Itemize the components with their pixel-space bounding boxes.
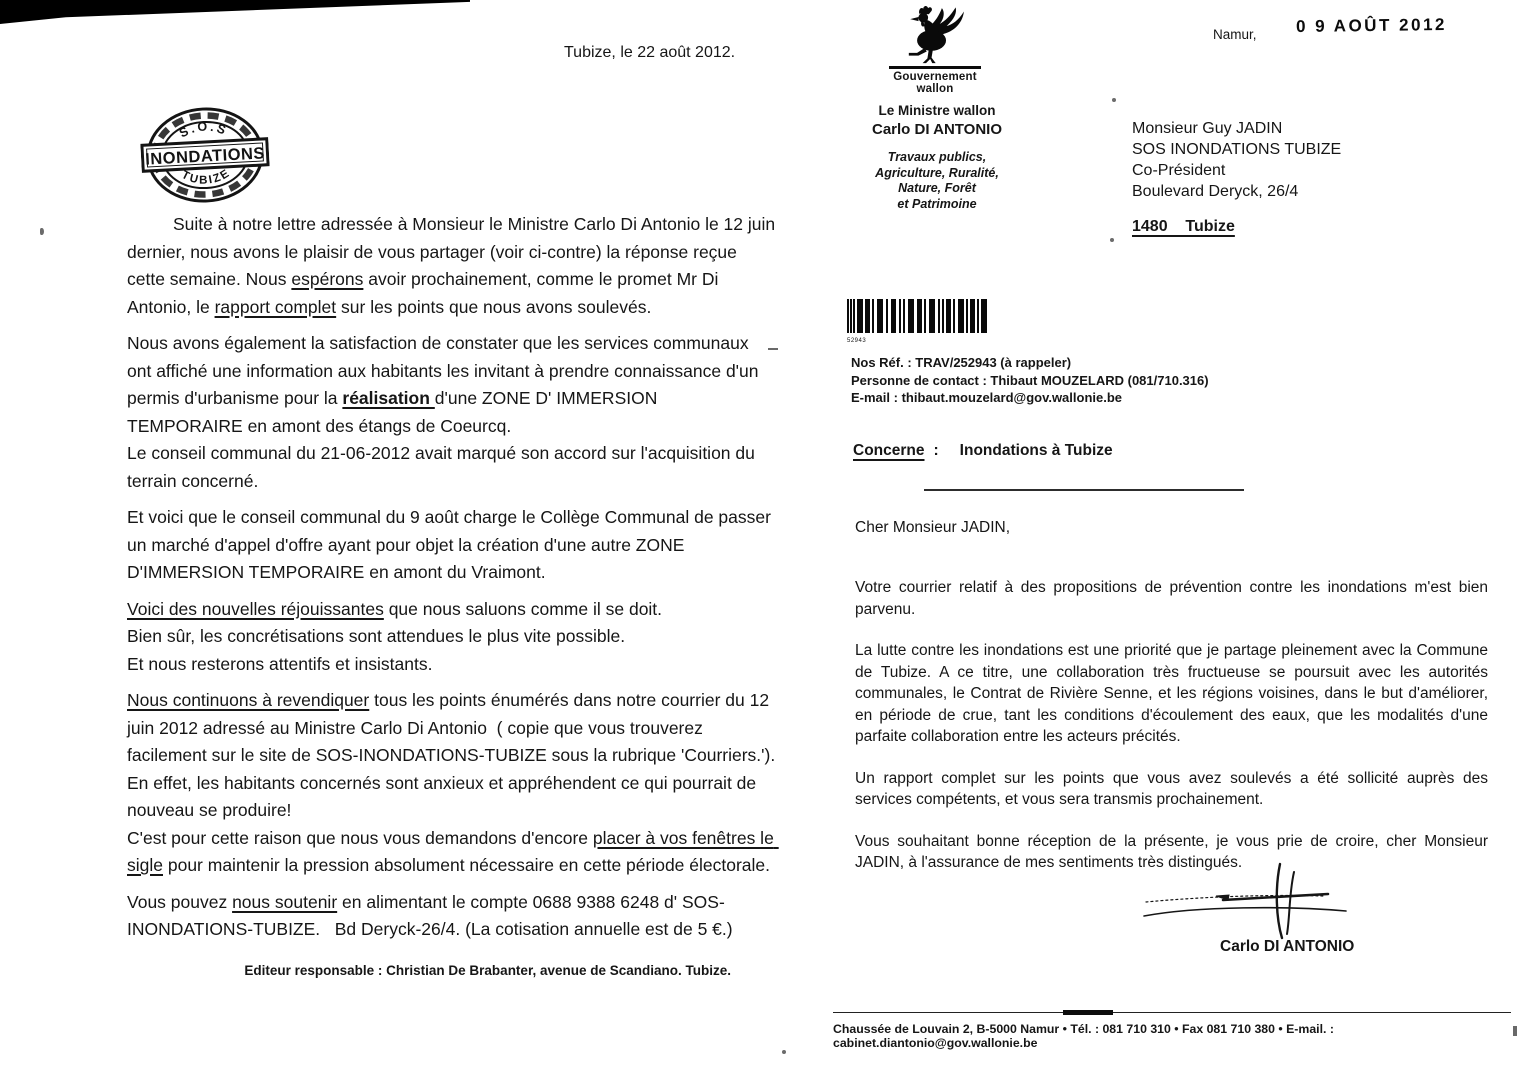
left-letter-date: Tubize, le 22 août 2012. [564,44,736,61]
stamp-bottom-text: TUBIZE [179,166,233,187]
signature-scribble-icon [1128,860,1373,940]
reference-block [851,354,1209,407]
addressee-line: Co-Président [1132,162,1226,179]
paragraph: Votre courrier relatif à des propositions de prévention contre les inondations m'est bien parvenu. [855,579,1493,618]
portfolio-line: Travaux publics, [887,150,987,164]
paragraph: Suite à notre lettre adressée à Monsieur le Ministre Carlo Di Antonio le 12 juin dernier, nous avons le plaisir de vous partager (voir ci-contre) la réponse reçue cette semaine. Nous espérons avoir prochainement, comme le promet Mr Di Antonio, le rapport complet sur les points que nous avons soulevés. [127,214,780,317]
minister-name: Carlo DI ANTONIO [871,121,1002,138]
signature-name: Carlo DI ANTONIO [1220,938,1355,955]
paragraph: Nous avons également la satisfaction de constater que les services communaux ont affiché une information aux habitants les invitant à prendre connaissance d'un permis d'urbanisme pour la réalisation d'une ZONE D' IMMERSION TEMPORAIRE en amont des étangs de Coeurcq. [127,333,764,436]
subject-colon: : [933,442,939,459]
paragraph: Le conseil communal du 21-06-2012 avait marqué son accord sur l'acquisition du terrain concerné. [127,443,760,491]
svg-text:S.O.S [177,118,231,140]
addressee-line: SOS INONDATIONS TUBIZE [1132,141,1342,158]
portfolio-line: Nature, Forêt [898,181,976,195]
minister-portfolio [862,150,1012,212]
letter-city: Namur, [1213,27,1257,42]
government-caption: Gouvernement wallon [893,70,977,95]
paragraph: Voici des nouvelles réjouissantes que nous saluons comme il se doit. [127,598,663,619]
scan-artifact [782,1050,786,1054]
handwritten-signature [1128,860,1373,945]
scan-artifact [1112,98,1116,102]
stamp-middle-text: INONDATIONS [144,144,266,169]
paragraph: C'est pour cette raison que nous vous demandons d'encore placer à vos fenêtres le sigle pour maintenir la pression absolument nécessaire en cette période électorale. [127,827,779,875]
life-ring-stamp-icon [138,101,271,210]
paragraph: Et voici que le conseil communal du 9 août charge le Collège Communal de passer un marché d'appel d'offre ayant pour objet la création d'une autre ZONE D'IMMERSION TEMPORAIRE en amont du Vraimont. [127,507,776,582]
reference-line: Nos Réf. : TRAV/252943 (à rappeler) [851,355,1072,370]
walloon-government-logo [880,6,990,95]
paragraph: Bien sûr, les concrétisations sont attendues le plus vite possible. [127,626,626,646]
portfolio-line: et Patrimoine [897,196,977,211]
addressee-line: Monsieur Guy JADIN [1132,120,1283,137]
logo-baseline [889,66,981,69]
subject-underline-rule [924,489,1244,491]
barcode [847,299,989,344]
walloon-rooster-icon [900,6,970,68]
footer-rule [833,1012,1511,1013]
minister-block [862,103,1012,212]
salutation: Cher Monsieur JADIN, [855,519,1011,536]
left-letter-body [127,211,781,984]
scan-artifact [0,0,470,24]
scan-artifact [1110,238,1114,242]
subject-label: Concerne [853,442,925,459]
addressee-postal-city: 1480 Tubize [1132,218,1235,235]
paragraph: Un rapport complet sur les points que vous avez soulevés a été sollicité auprès des services compétents, et vous sera transmis prochainement. [855,769,1493,808]
minister-title: Le Ministre wallon [878,103,996,118]
footer-rule-thick-segment [1063,1010,1113,1015]
paragraph: Et nous resterons attentifs et insistants. [127,653,433,674]
right-letter-body [855,577,1493,874]
portfolio-line: Agriculture, Ruralité, [875,165,999,180]
sos-inondations-tubize-stamp-logo [138,101,271,210]
right-letter-footer: Chaussée de Louvain 2, B-5000 Namur • Tél. : 081 710 310 • Fax 081 710 380 • E-mail. : cabinet.diantonio@gov.wallonie.be [833,1022,1334,1050]
paragraph: Vous souhaitant bonne réception de la présente, je vous prie de croire, cher Monsieur JADIN, à l'assurance de mes sentiments très distingués. [855,832,1493,871]
email-line: E-mail : thibaut.mouzelard@gov.wallonie.be [851,390,1123,405]
stamp-top-text: S.O.S [176,119,231,141]
subject-text: Inondations à Tubize [959,442,1113,459]
barcode-icon [847,299,989,335]
addressee-line: Boulevard Deryck, 26/4 [1132,183,1299,200]
addressee-block [1132,118,1341,202]
received-date-stamp: 0 9 AOÛT 2012 [1295,14,1448,37]
subject-line [853,442,1113,460]
contact-line: Personne de contact : Thibaut MOUZELARD (081/710.316) [851,372,1209,388]
paragraph: La lutte contre les inondations est une priorité que je partage pleinement avec la Commune de Tubize. A ce titre, une collaboration très fructueuse se poursuit avec les autorités communales, le Contrat de Rivière Senne, et les régions voisines, dans le but d'améliorer, en période de crue, tant les conditions d'écoulement des eaux, que les modalités d'une parfaite collaboration entre les acteurs précités. [855,642,1493,745]
scan-artifact [40,228,44,235]
left-letter-editor-footer: Editeur responsable : Christian De Brabanter, avenue de Scandiano. Tubize. [244,962,731,978]
paragraph: Vous pouvez nous soutenir en alimentant le compte 0688 9388 6248 d' SOS-INONDATIONS-TUBIZE. Bd Deryck-26/4. (La cotisation annuelle est de 5 €.) [127,891,733,939]
barcode-number: 52943 [847,338,867,344]
paragraph: Nous continuons à revendiquer tous les points énumérés dans notre courrier du 12 juin 2012 adressé au Ministre Carlo Di Antonio ( copie que vous trouverez facilement sur le site de SOS-INONDATIONS-TUBIZE sous la rubrique 'Courriers.'). En effet, les habitants concernés sont anxieux et appréhendent ce qui pourrait de nouveau se produire! [127,690,781,820]
